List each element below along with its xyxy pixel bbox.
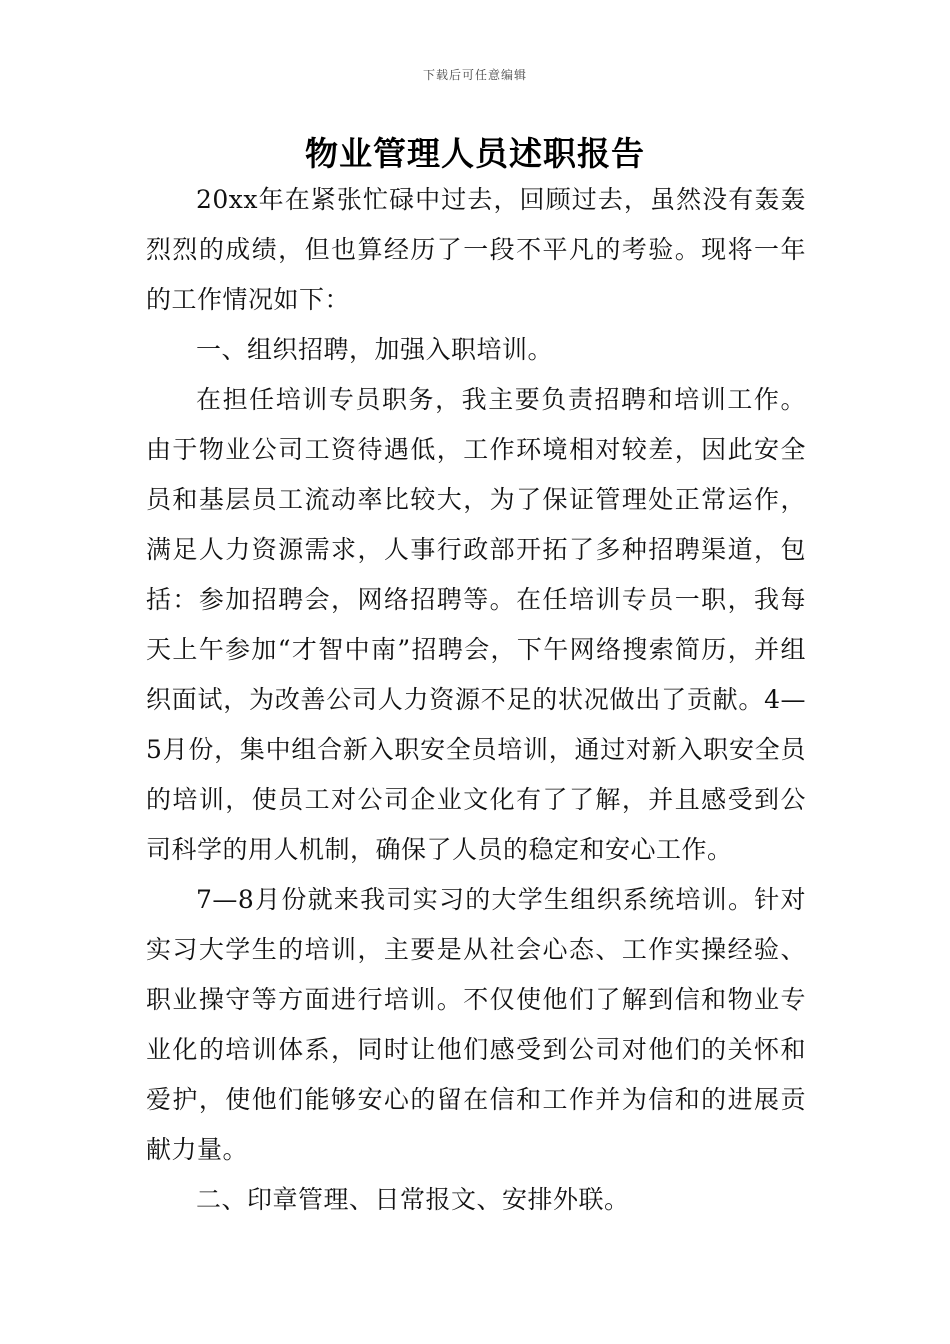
paragraph-recruitment: 在担任培训专员职务，我主要负责招聘和培训工作。由于物业公司工资待遇低，工作环境相对较差，因此安全员和基层员工流动率比较大，为了保证管理处正常运作，满足人力资源需求，人事行政部开拓了多种招聘渠道，包括：参加招聘会，网络招聘等。在任培训专员一职，我每天上午参加“才智中南”招聘会，下午网络搜索简历，并组织面试，为改善公司人力资源不足的状况做出了贡献。4—5月份，集中组合新入职安全员培训，通过对新入职安全员的培训，使员工对公司企业文化有了了解，并且感受到公司科学的用人机制，确保了人员的稳定和安心工作。 <box>146 385 806 864</box>
document-body <box>146 175 806 1225</box>
header-note: 下载后可任意编辑 <box>422 68 527 82</box>
paragraph-intern-training: 7—8月份就来我司实习的大学生组织系统培训。针对实习大学生的培训，主要是从社会心态、工作实操经验、职业操守等方面进行培训。不仅使他们了解到信和物业专业化的培训体系，同时让他们感受到公司对他们的关怀和爱护，使他们能够安心的留在信和工作并为信和的进展贡献力量。 <box>146 885 806 1164</box>
section-heading-1: 一、组织招聘，加强入职培训。 <box>196 335 554 364</box>
paragraph-intro: 20xx年在紧张忙碌中过去，回顾过去，虽然没有轰轰烈烈的成绩，但也算经历了一段不平凡的考验。现将一年的工作情况如下： <box>146 185 806 314</box>
document-title: 物业管理人员述职报告 <box>305 134 645 173</box>
section-heading-2: 二、印章管理、日常报文、安排外联。 <box>196 1185 630 1214</box>
